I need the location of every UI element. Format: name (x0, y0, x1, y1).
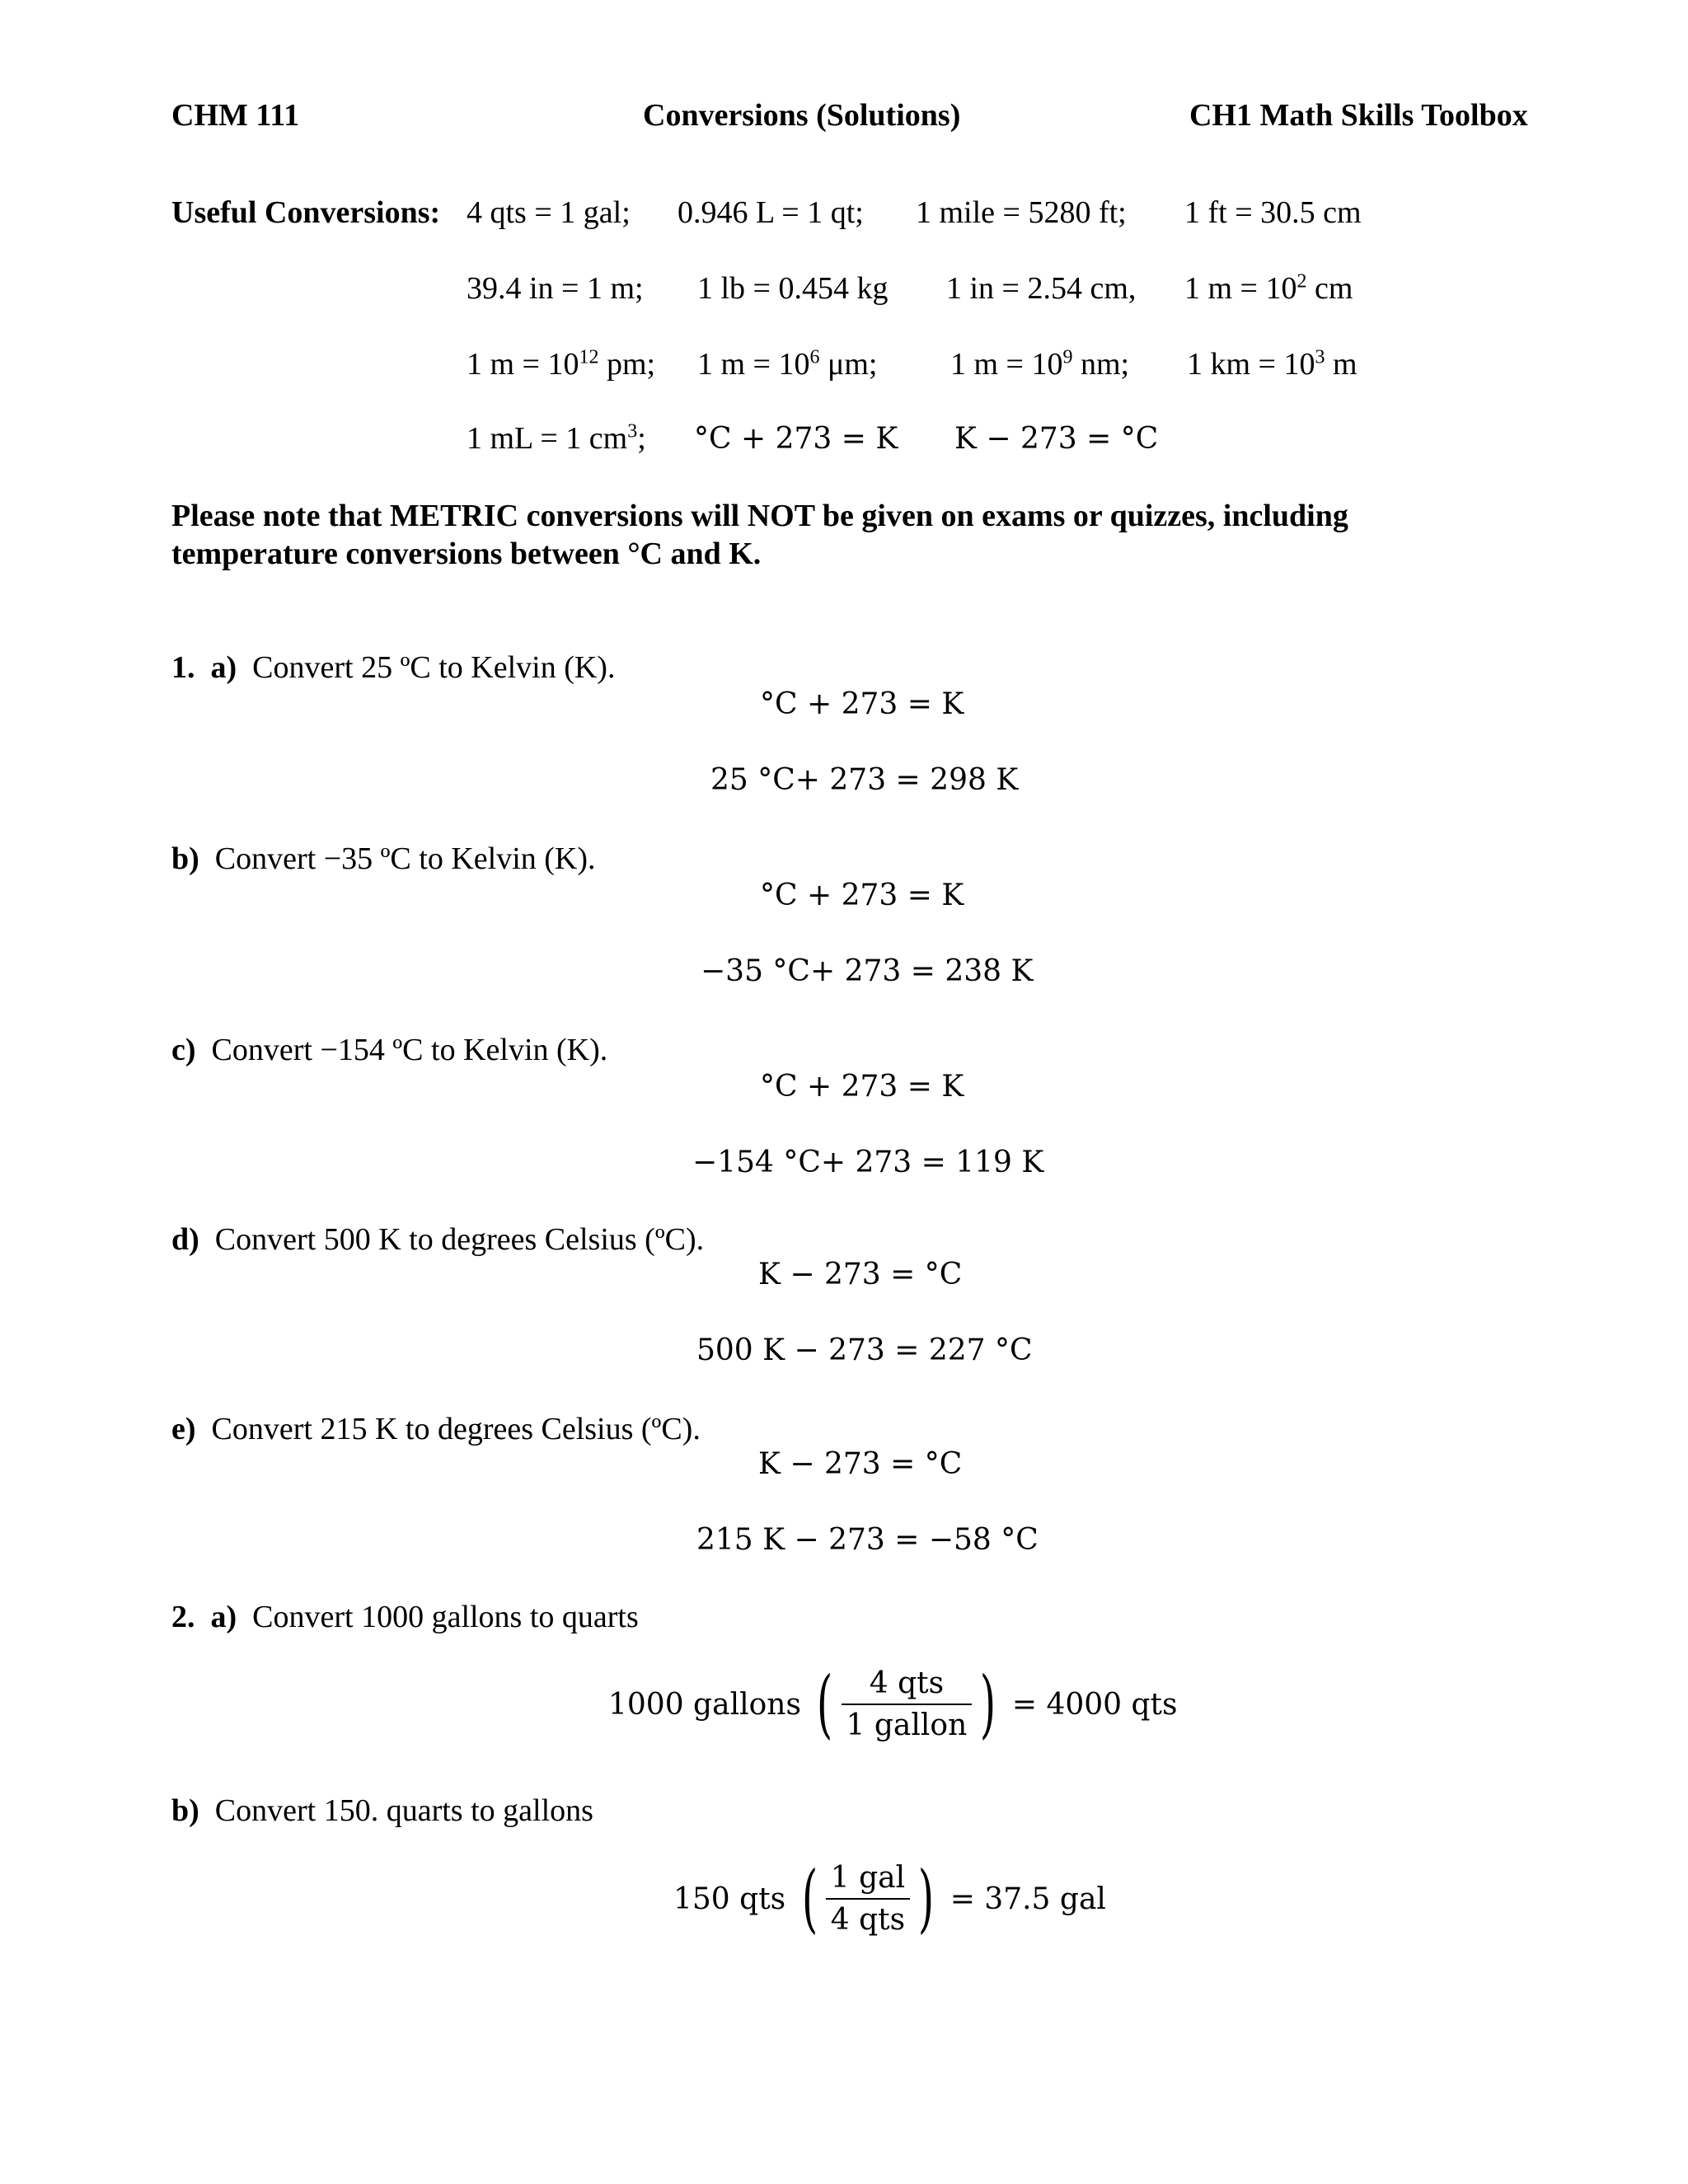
conversion-l-qt: 0.946 L = 1 qt; (678, 195, 864, 230)
problem-1e-question: e) Convert 215 K to degrees Celsius (ºC). (171, 1412, 701, 1446)
conversion-c-to-k: °C + 273 = K (694, 422, 898, 456)
page-title: Conversions (Solutions) (643, 98, 961, 133)
problem-1a-formula: °C + 273 = K (760, 687, 964, 721)
problem-2b-fraction: $\frac{\text{1 gal}}{\text{4 qts}}$ (826, 1861, 910, 1937)
conversion-km-m: 1 km = $10^3$ m (1187, 346, 1357, 382)
problem-1c-question: c) Convert −154 ºC to Kelvin (K). (171, 1033, 608, 1067)
conversion-m-nm: 1 $m = 10^9$ nm; (950, 346, 1130, 382)
problem-2b-solution: 150 qts ( $\frac{\text{1 gal}}{\text{4 qts}}$ ) = 37.5 gal (673, 1855, 1106, 1942)
course-code: CHM 111 (171, 98, 300, 133)
conversion-m-cm: 1 $m = 10^2$ cm (1184, 270, 1353, 306)
problem-1b-formula: °C + 273 = K (760, 879, 964, 912)
problem-1c-solution: −154 °C+ 273 = 119 K (692, 1146, 1044, 1179)
conversion-ft-cm: 1 ft = 30.5 cm (1184, 195, 1362, 230)
conversion-ml-cm3: 1 mL = 1 $cm^3$; (467, 420, 646, 456)
conversion-in-m: 39.4 in = 1 m; (467, 271, 644, 306)
problem-1d-question: d) Convert 500 K to degrees Celsius (ºC). (171, 1222, 705, 1257)
problem-1b-solution: −35 °C+ 273 = 238 K (701, 954, 1034, 988)
note-line-1: Please note that METRIC conversions will NOT be given on exams or quizzes, including (171, 499, 1348, 533)
conversion-k-to-c: K − 273 = °C (954, 422, 1159, 456)
section-title: CH1 Math Skills Toolbox (1189, 98, 1528, 133)
problem-2a-solution: 1000 gallons ( $\frac{\text{4 qts}}{\text{1 gallon}}$ ) = 4000 qts (608, 1661, 1178, 1747)
problem-1b-question: b) Convert −35 ºC to Kelvin (K). (171, 841, 596, 876)
conversion-qts-gal: 4 qts = 1 gal; (467, 195, 631, 230)
conversion-m-um: 1 $m = 10^6$ μm; (697, 346, 878, 382)
conversion-lb-kg: 1 lb = 0.454 kg (697, 271, 889, 306)
problem-1d-solution: 500 K − 273 = 227 °C (696, 1333, 1033, 1367)
problem-1e-formula: K − 273 = °C (758, 1447, 963, 1481)
problem-1e-solution: 215 K − 273 = −58 °C (696, 1523, 1039, 1557)
problem-2b-question: b) Convert 150. quarts to gallons (171, 1793, 593, 1828)
problem-2a-question: 2. a) Convert 1000 gallons to quarts (171, 1600, 639, 1634)
note-line-2: temperature conversions between °C and K. (171, 537, 762, 571)
useful-conversions-label: Useful Conversions: (171, 195, 441, 230)
conversion-in-cm: 1 in = 2.54 cm, (946, 271, 1137, 306)
conversion-m-pm: 1 $m = 10^{12}$ pm; (467, 346, 656, 382)
problem-2a-fraction: $\frac{\text{4 qts}}{\text{1 gallon}}$ (842, 1666, 973, 1742)
conversion-mile-ft: 1 mile = 5280 ft; (916, 195, 1127, 230)
problem-1a-question: 1. a) Convert 25 ºC to Kelvin (K). (171, 650, 616, 685)
problem-1c-formula: °C + 273 = K (760, 1070, 964, 1104)
problem-1d-formula: K − 273 = °C (758, 1258, 963, 1291)
problem-1a-solution: 25 °C+ 273 = 298 K (710, 763, 1019, 797)
